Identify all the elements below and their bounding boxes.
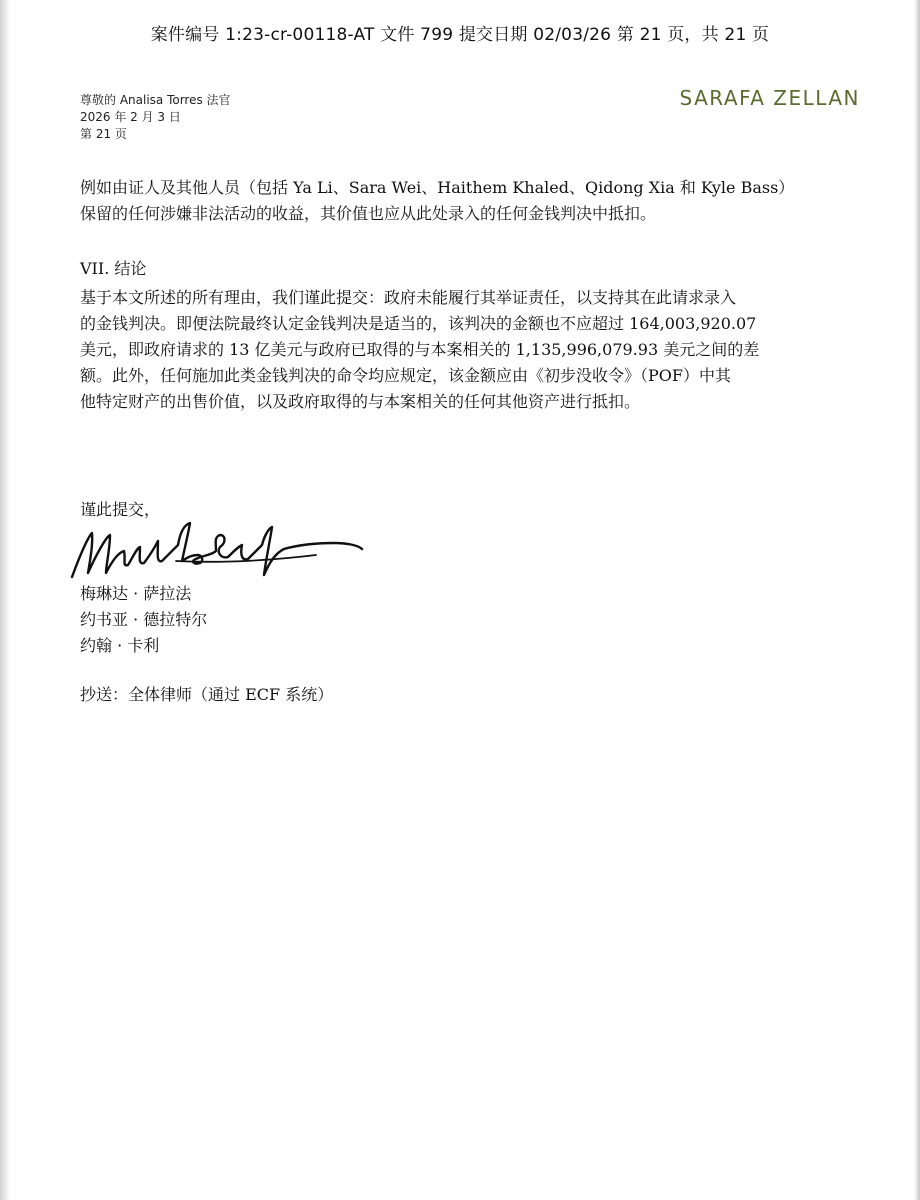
cc-line: 抄送：全体律师（通过 ECF 系统） — [80, 685, 334, 704]
letter-date: 2026 年 2 月 3 日 — [80, 110, 181, 124]
letter-page-number: 第 21 页 — [80, 127, 127, 141]
closing-salutation: 谨此提交， — [80, 500, 161, 519]
section-heading-conclusion: VII. 结论 — [80, 259, 147, 278]
paragraph-line: 美元，即政府请求的 13 亿美元与政府已取得的与本案相关的 1,135,996,079.93 美元之间的差 — [80, 340, 760, 359]
letter-meta — [80, 92, 231, 143]
paragraph-line: 他特定财产的出售价值，以及政府取得的与本案相关的任何其他资产进行抵扣。 — [80, 392, 641, 411]
signer-name: 约翰 · 卡利 — [80, 636, 160, 655]
paragraph-line: 保留的任何涉嫌非法活动的收益，其价值也应从此处录入的任何金钱判决中抵扣。 — [80, 204, 657, 223]
addressee: 尊敬的 Analisa Torres 法官 — [80, 93, 231, 107]
paragraph-line: 基于本文所述的所有理由，我们谨此提交：政府未能履行其举证责任，以支持其在此请求录入 — [80, 288, 737, 307]
signer-name: 梅琳达 · 萨拉法 — [80, 584, 192, 603]
handwritten-signature — [66, 515, 366, 587]
paragraph-1 — [80, 175, 840, 227]
paragraph-line: 的金钱判决。即便法院最终认定金钱判决是适当的，该判决的金额也不应超过 164,003,920.07 — [80, 314, 757, 333]
firm-logo-text: SARAFA ZELLAN — [679, 86, 860, 110]
page-edge-right — [914, 0, 920, 1200]
signer-name: 约书亚 · 德拉特尔 — [80, 610, 208, 629]
filing-header: 案件编号 1:23-cr-00118-AT 文件 799 提交日期 02/03/26 第 21 页，共 21 页 — [150, 25, 770, 45]
paragraph-line: 额。此外，任何施加此类金钱判决的命令均应规定，该金额应由《初步没收令》（POF）中其 — [80, 366, 731, 385]
page-edge-shadow — [0, 0, 10, 1200]
paragraph-2 — [80, 285, 840, 415]
paragraph-line: 例如由证人及其他人员（包括 Ya Li、Sara Wei、Haithem Khaled、Qidong Xia 和 Kyle Bass） — [80, 178, 795, 197]
signer-list — [80, 581, 207, 659]
